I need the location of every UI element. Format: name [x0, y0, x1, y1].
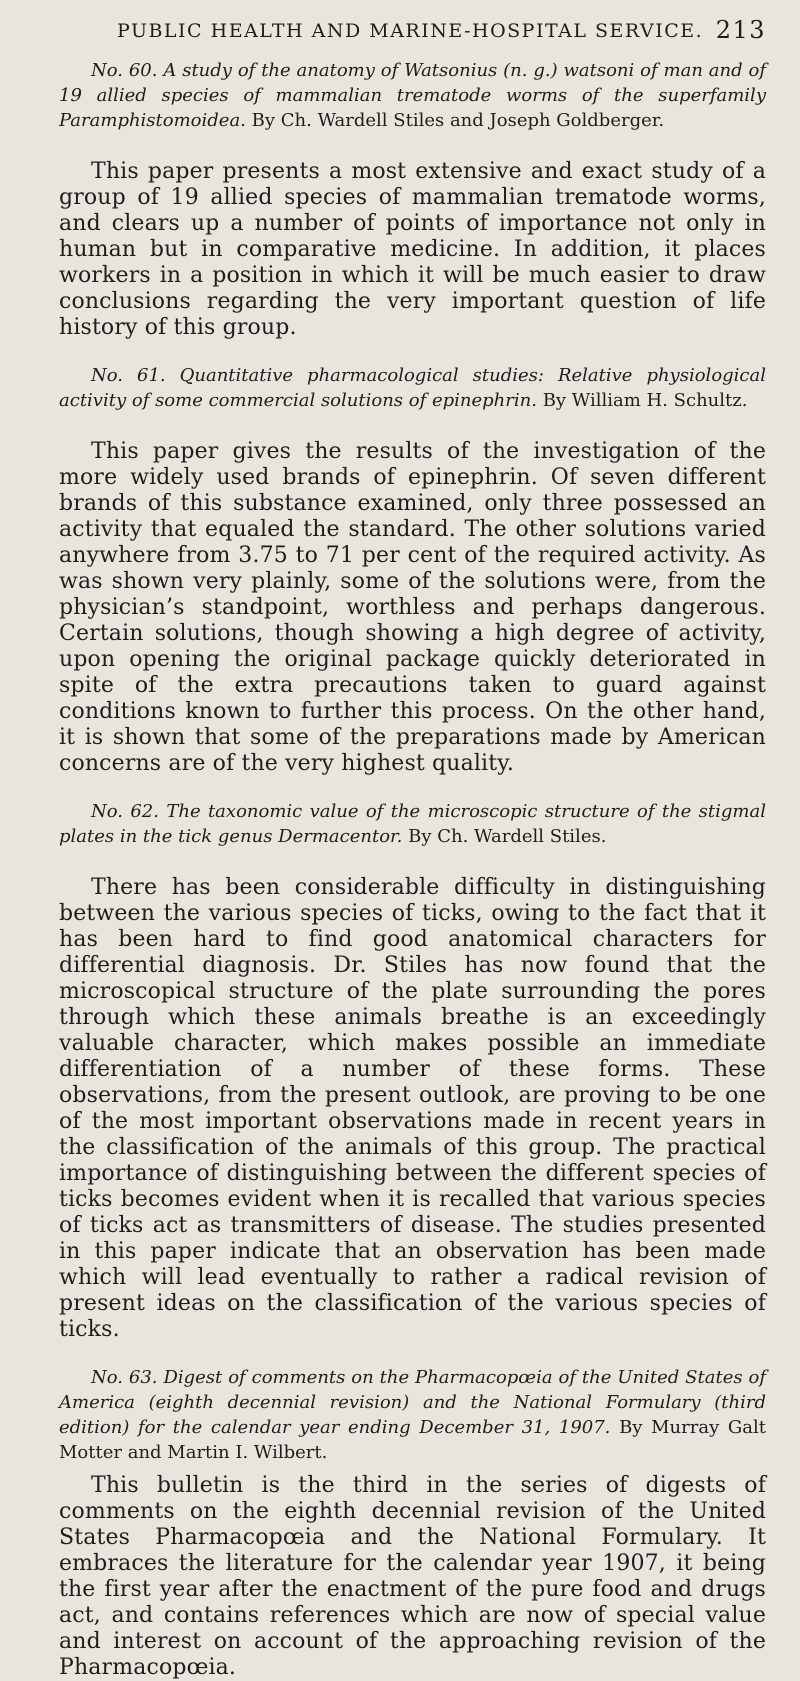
- bulletin-entry-60: [59, 58, 766, 341]
- bulletin-entry-61: [59, 363, 766, 777]
- entry-summary: This paper presents a most extensive and exact study of a group of 19 allied species of mammalian trematode worms, and clears up a number of points of importance not only in human but in comparative medicine. In addition, it places workers in a position in which it will be much easier to draw conclusions regarding the very important question of life history of this group.: [59, 159, 766, 340]
- entry-title-text: No. 63. Digest of comments on the Pharmacopœia of the United States of America (eighth decennial revision) and the National Formulary (third edition) for the calendar year ending December 31, 1907.: [59, 1367, 766, 1438]
- running-head: [59, 14, 766, 48]
- entry-summary: There has been considerable difficulty in distinguishing between the various species of ticks, owing to the fact that it has been hard to find good anatomical characters for differential diagnosis. Dr. Stiles has now found that the microscopical structure of the plate surrounding the pores through which these animals breathe is an exceedingly valuable character, which makes possible an immediate differentiation of a number of these forms. These observations, from the present outlook, are proving to be one of the most important observations made in recent years in the classification of the animals of this group. The practical importance of distinguishing between the different species of ticks becomes evident when it is recalled that various species of ticks act as transmitters of disease. The studies presented in this paper indicate that an observation has been made which will lead eventually to rather a radical revision of present ideas on the classification of the various species of ticks.: [59, 875, 766, 1342]
- entry-authors: By Murray Galt Motter and Martin I. Wilbert.: [59, 1417, 766, 1463]
- page-number: 213: [715, 16, 766, 44]
- entry-title: [59, 58, 766, 133]
- entry-summary: This bulletin is the third in the series of digests of comments on the eighth decennial revision of the United States Pharmacopœia and the National Formulary. It embraces the literature for the calendar year 1907, it being the first year after the enactment of the pure food and drugs act, and contains references which are now of special value and interest on account of the approaching revision of the Pharmacopœia.: [59, 1473, 766, 1680]
- entry-authors: By Ch. Wardell Stiles and Joseph Goldberger.: [251, 110, 665, 131]
- bulletin-entry-62: [59, 799, 766, 1343]
- entry-authors: By Ch. Wardell Stiles.: [408, 826, 607, 847]
- entry-title-text: No. 61. Quantitative pharmacological studies: Relative physiological activity of some commercial solutions of epinephrin.: [59, 365, 766, 411]
- entry-title-text: No. 60. A study of the anatomy of Watsonius (n. g.) watsoni of man and of 19 allied species of mammalian trematode worms of the superfamily Paramphistomoidea.: [59, 60, 766, 131]
- entry-authors: By William H. Schultz.: [542, 390, 748, 411]
- entry-title: [59, 1365, 766, 1465]
- running-title: PUBLIC HEALTH AND MARINE-HOSPITAL SERVICE.: [117, 20, 704, 42]
- entry-title-text: No. 62. The taxonomic value of the microscopic structure of the stigmal plates in the tick genus Dermacentor.: [59, 801, 766, 847]
- entry-title: [59, 363, 766, 413]
- entry-title: [59, 799, 766, 849]
- bulletin-entry-63: [59, 1365, 766, 1681]
- entry-summary: This paper gives the results of the investigation of the more widely used brands of epinephrin. Of seven different brands of this substance examined, only three possessed an activity that equaled the standard. The other solutions varied anywhere from 3.75 to 71 per cent of the required activity. As was shown very plainly, some of the solutions were, from the physician’s standpoint, worthless and perhaps dangerous. Certain solutions, though showing a high degree of activity, upon opening the original package quickly deteriorated in spite of the extra precautions taken to guard against conditions known to further this process. On the other hand, it is shown that some of the preparations made by American concerns are of the very highest quality.: [59, 439, 766, 776]
